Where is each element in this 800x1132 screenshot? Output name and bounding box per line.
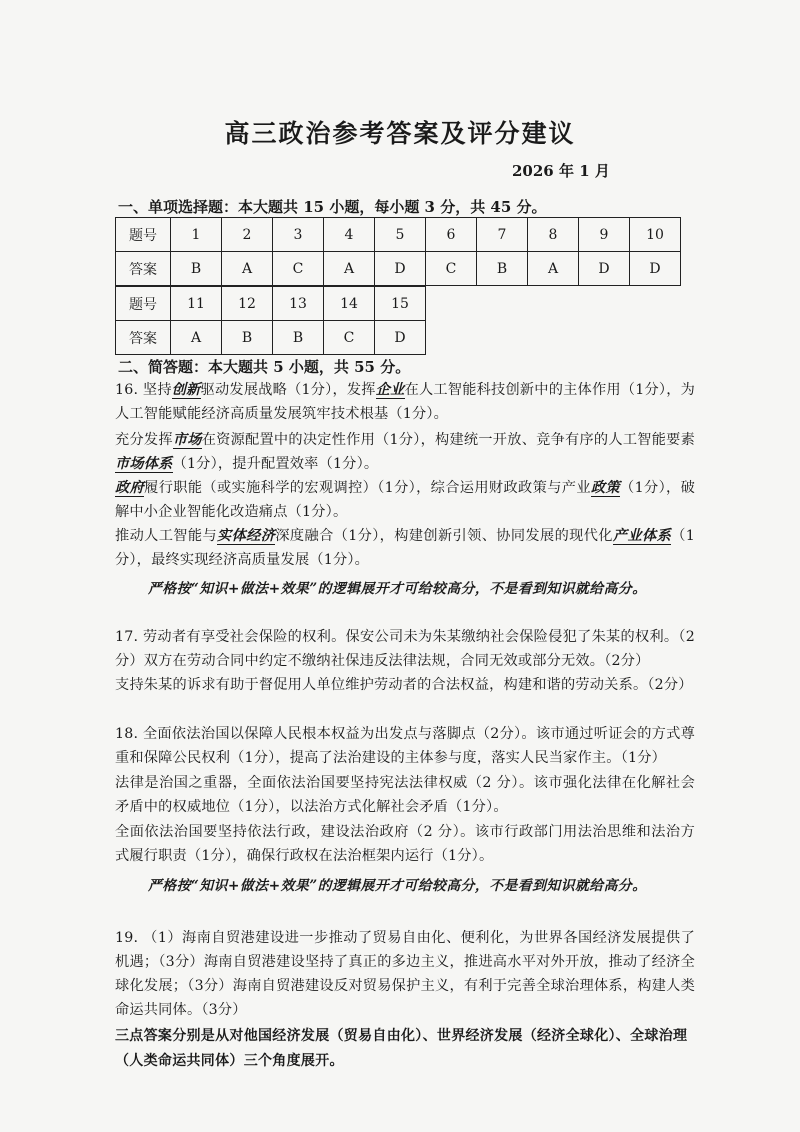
q19-paragraph-1: 19. （1）海南自贸港建设进一步推动了贸易自由化、便利化，为世界各国经济发展提供了机遇；（3分）海南自贸港建设坚持了真正的多边主义，推进高水平对外开放，推动了经济全球化发展；（3分）海南自贸港建设反对贸易保护主义，有利于完善全球治理体系，构建人类命运共同体。（3分） [115, 930, 695, 1018]
q18-paragraph-1: 18. 全面依法治国以保障人民根本权益为出发点与落脚点（2分）。该市通过听证会的方式尊重和保障公民权利（1分），提高了法治建设的主体参与度，落实人民当家作主。（1分） [115, 726, 695, 766]
table-cell: 2 [222, 218, 273, 252]
table-cell: 14 [324, 287, 375, 321]
table-cell: 1 [171, 218, 222, 252]
table-cell: 10 [630, 218, 681, 252]
page-title: 高三政治参考答案及评分建议 [224, 119, 576, 148]
text-run: 充分发挥 [115, 432, 173, 448]
section1-heading: 一、单项选择题：本大题共 15 小题，每小题 3 分，共 45 分。 [118, 198, 547, 216]
table-row [116, 252, 681, 286]
text-run: 履行职能（或实施科学的宏观调控）（1分），综合运用财政政策与产业 [144, 480, 591, 496]
table-cell: B [171, 252, 222, 286]
keyword-underlined: 企业 [375, 382, 405, 398]
table-cell: 4 [324, 218, 375, 252]
text-run: 在人工智能科技创新中的主体作用（1分），为人工智能赋能经济高质量发展筑牢技术根基（1分）。 [115, 382, 695, 422]
q16-paragraph-3 [115, 476, 695, 524]
q16-paragraph-1 [115, 378, 695, 426]
text-run: 深度融合（1分），构建创新引领、协同发展的现代化 [275, 528, 613, 544]
table-cell: 9 [579, 218, 630, 252]
keyword-underlined: 政府 [115, 480, 145, 496]
text-run: （1分），最终实现经济高质量发展（1分）。 [115, 528, 695, 568]
answer-table-1 [115, 217, 681, 286]
table-row [116, 218, 681, 252]
table-cell: 11 [171, 287, 222, 321]
table-cell: C [273, 252, 324, 286]
table-cell: A [171, 321, 222, 355]
table-cell: 6 [426, 218, 477, 252]
table-cell: A [222, 252, 273, 286]
q16-paragraph-2 [115, 428, 695, 476]
table-row [116, 321, 426, 355]
table-cell: 7 [477, 218, 528, 252]
table-cell: 15 [375, 287, 426, 321]
q18-paragraph-2: 法律是治国之重器，全面依法治国要坚持宪法法律权威（2 分）。该市强化法律在化解社会矛盾中的权威地位（1分），以法治方式化解社会矛盾（1分）。 [115, 775, 695, 815]
text-run: 驱动发展战略（1分），发挥 [200, 382, 376, 398]
q16-paragraph-4 [115, 524, 695, 572]
text-run: （1分），破解中小企业智能化改造痛点（1分）。 [115, 480, 695, 520]
table-cell: 13 [273, 287, 324, 321]
text-run: 16. 坚持 [115, 382, 172, 398]
text-run: （1分），提升配置效率（1分）。 [172, 456, 379, 472]
q17-paragraph-1: 17. 劳动者有享受社会保险的权利。保安公司未为朱某缴纳社会保险侵犯了朱某的权利。（2分）双方在劳动合同中约定不缴纳社保违反法律法规，合同无效或部分无效。（2分） [115, 629, 695, 669]
table-cell: 5 [375, 218, 426, 252]
table-cell: 答案 [116, 252, 171, 286]
q19-grading-note: 三点答案分别是从对他国经济发展（贸易自由化）、世界经济发展（经济全球化）、全球治理（人类命运共同体）三个角度展开。 [115, 1028, 688, 1069]
answer-table-2 [115, 286, 426, 355]
table-cell: D [630, 252, 681, 286]
table-cell: B [477, 252, 528, 286]
text-run: 在资源配置中的决定性作用（1分），构建统一开放、竞争有序的人工智能要素 [201, 432, 695, 448]
table-cell: A [324, 252, 375, 286]
keyword-underlined: 产业体系 [612, 528, 672, 544]
table-cell: 答案 [116, 321, 171, 355]
table-cell: C [426, 252, 477, 286]
q18-paragraph-3: 全面依法治国要坚持依法行政，建设法治政府（2 分）。该市行政部门用法治思维和法治方式履行职责（1分），确保行政权在法治框架内运行（1分）。 [115, 824, 695, 864]
table-cell: A [528, 252, 579, 286]
table-cell: D [375, 252, 426, 286]
table-cell: B [222, 321, 273, 355]
table-cell: D [375, 321, 426, 355]
text-run: 推动人工智能与 [115, 528, 218, 544]
keyword-underlined: 市场体系 [115, 456, 173, 472]
table-cell: 题号 [116, 218, 171, 252]
q17-paragraph-2: 支持朱某的诉求有助于督促用人单位维护劳动者的合法权益，构建和谐的劳动关系。（2分） [115, 677, 693, 693]
keyword-underlined: 政策 [590, 480, 621, 496]
date-label: 2026 年 1 月 [512, 162, 610, 180]
q16-grading-note: 严格按“知识+做法+效果”的逻辑展开才可给较高分，不是看到知识就给高分。 [148, 581, 647, 597]
table-cell: 题号 [116, 287, 171, 321]
table-cell: B [273, 321, 324, 355]
keyword-underlined: 市场 [172, 432, 202, 448]
keyword-underlined: 实体经济 [217, 528, 276, 544]
q18-grading-note: 严格按“知识+做法+效果”的逻辑展开才可给较高分，不是看到知识就给高分。 [148, 878, 647, 894]
table-cell: C [324, 321, 375, 355]
table-row [116, 287, 426, 321]
keyword-underlined: 创新 [171, 382, 201, 398]
section2-heading: 二、简答题：本大题共 5 小题，共 55 分。 [118, 358, 411, 376]
table-cell: 3 [273, 218, 324, 252]
table-cell: 12 [222, 287, 273, 321]
table-cell: 8 [528, 218, 579, 252]
table-cell: D [579, 252, 630, 286]
